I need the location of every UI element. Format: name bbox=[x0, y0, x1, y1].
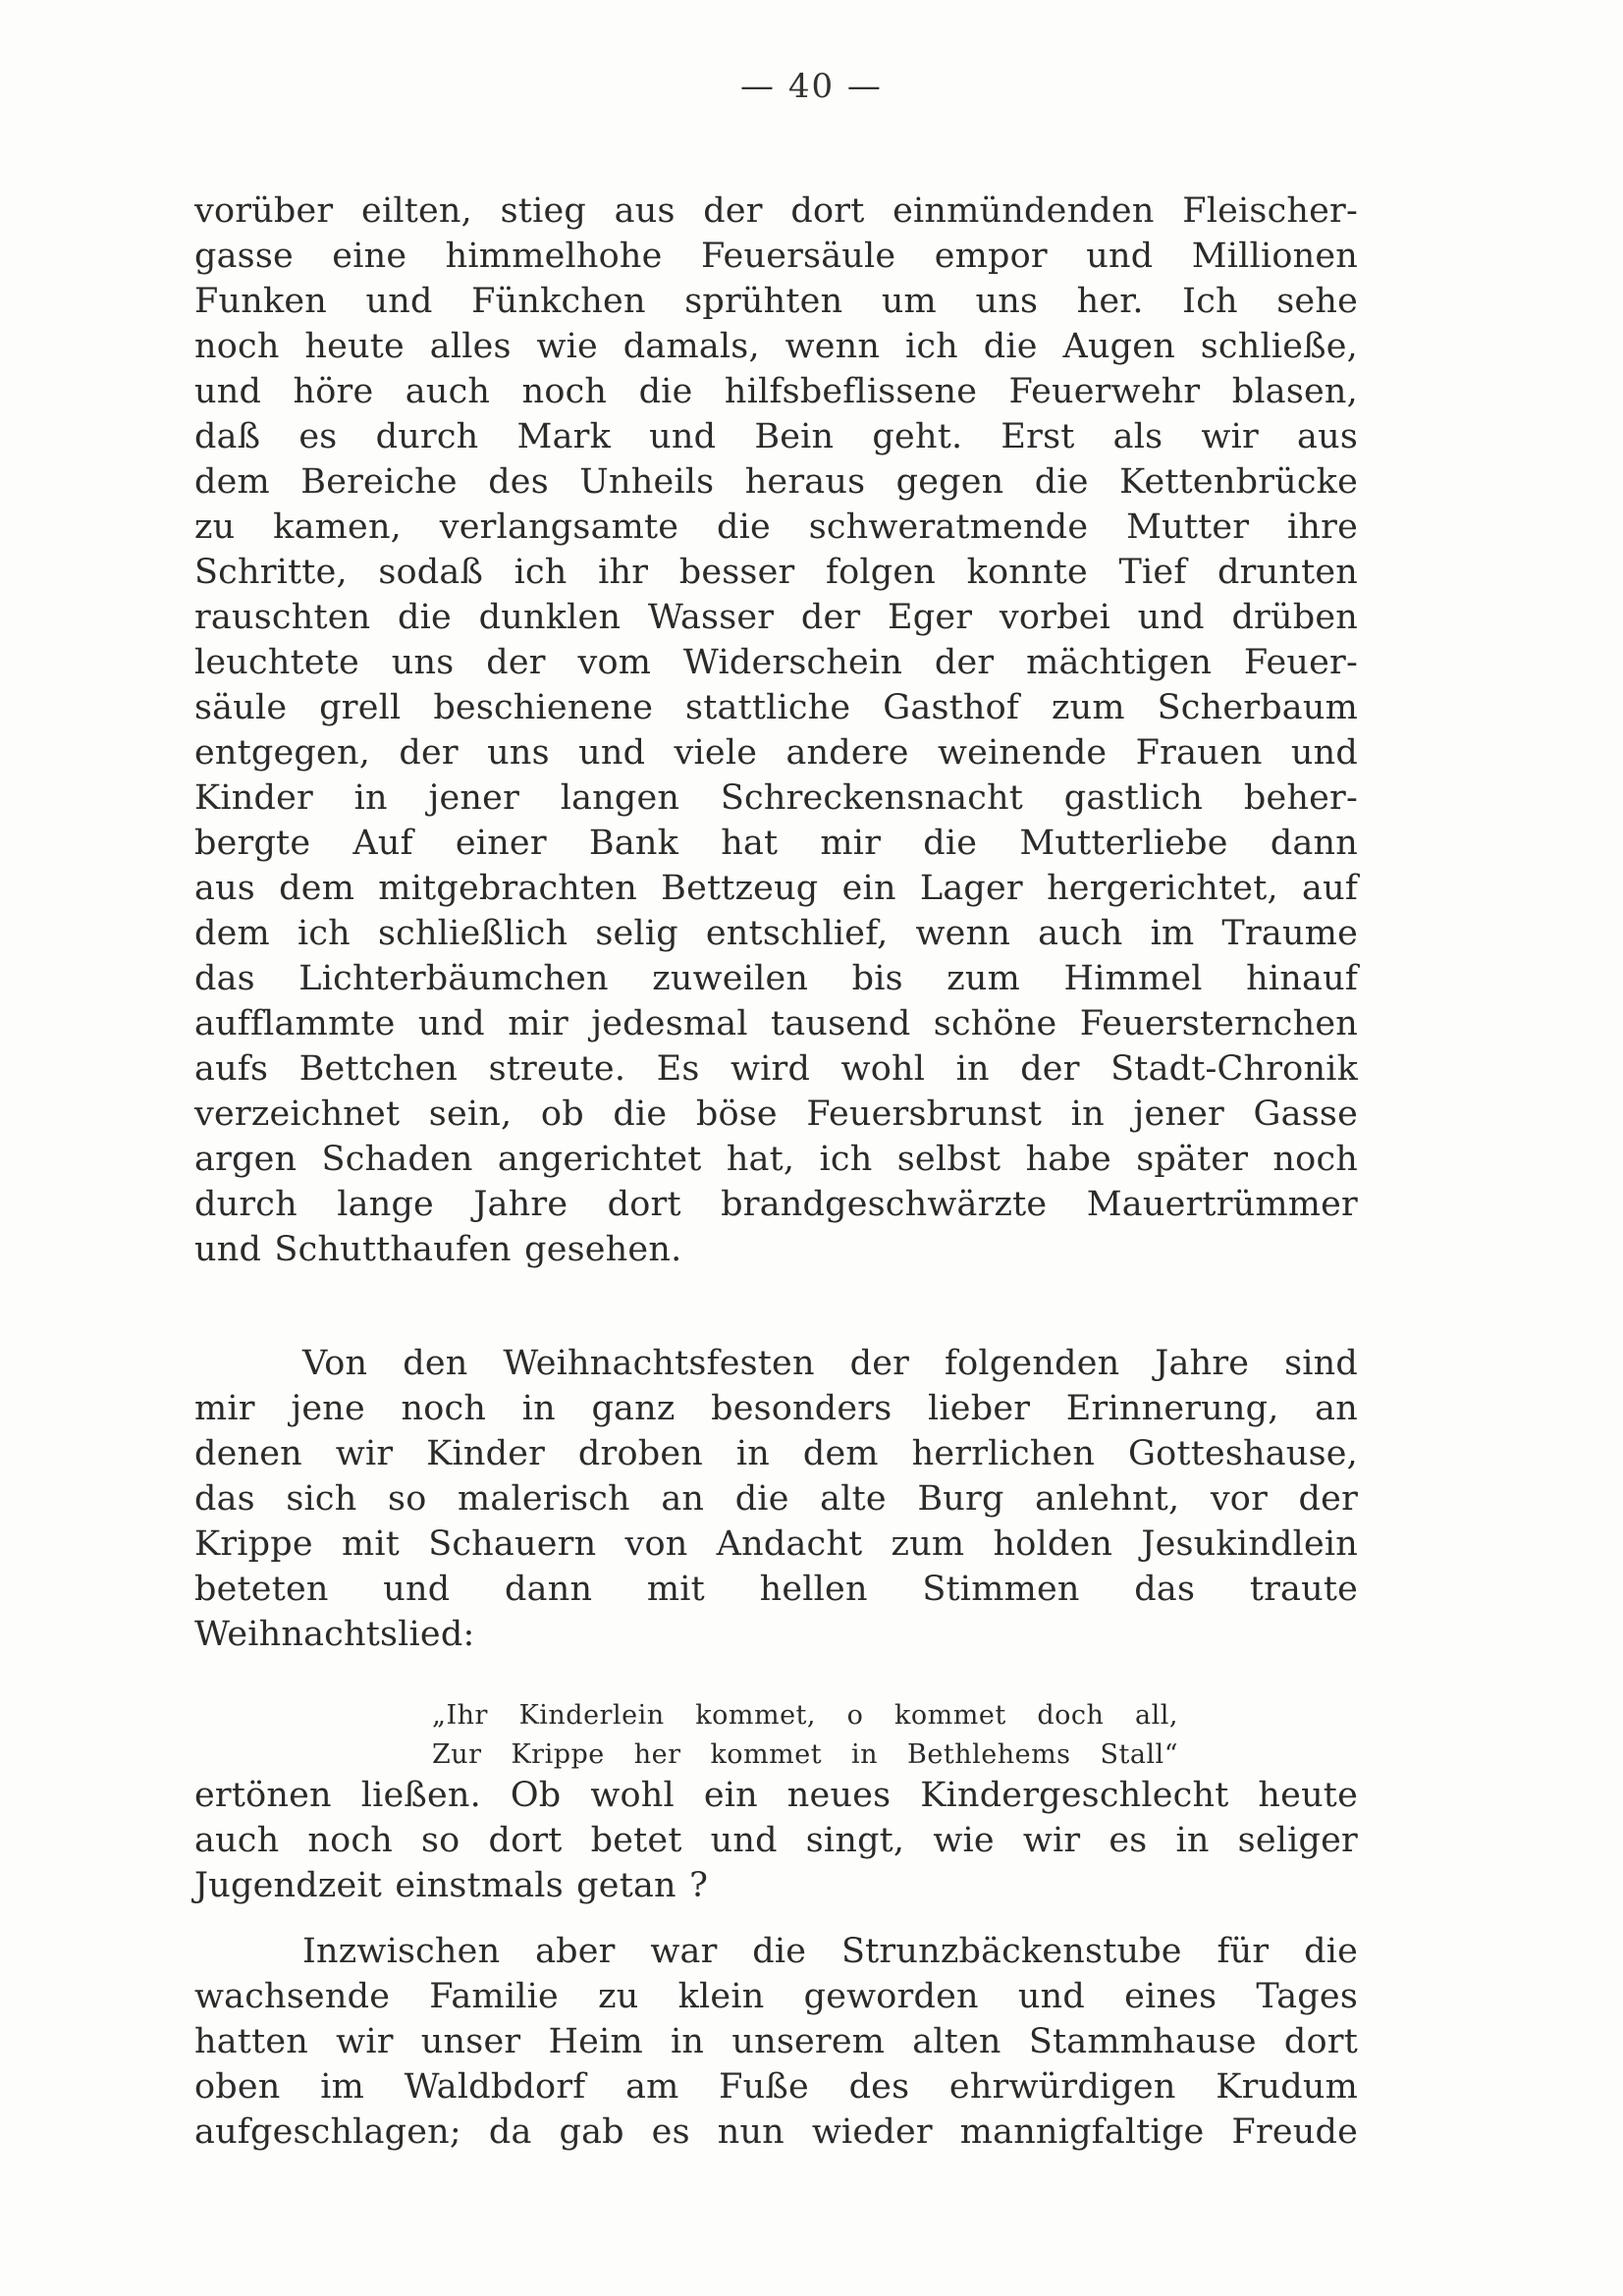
paragraph-christmas bbox=[194, 1341, 1358, 1657]
text-line: das sich so malerisch an die alte Burg anlehnt, vor der bbox=[194, 1479, 1358, 1519]
verse-line: Zur Krippe her kommet in Bethlehems Stall“ bbox=[432, 1739, 1178, 1770]
text-line: daß es durch Mark und Bein geht. Erst als wir aus bbox=[194, 417, 1358, 456]
text-line: säule grell beschienene stattliche Gasthof zum Scherbaum bbox=[194, 688, 1358, 727]
text-line: auch noch so dort betet und singt, wie wir es in seliger bbox=[194, 1821, 1358, 1860]
text-line: beteten und dann mit hellen Stimmen das traute bbox=[194, 1570, 1358, 1609]
text-line: ertönen ließen. Ob wohl ein neues Kindergeschlecht heute bbox=[194, 1776, 1358, 1815]
text-line: Funken und Fünkchen sprühten um uns her. Ich sehe bbox=[194, 282, 1358, 321]
text-line: Schritte, sodaß ich ihr besser folgen konnte Tief drunten bbox=[194, 553, 1358, 592]
paragraph-continuation-2 bbox=[194, 1773, 1358, 1908]
text-line: verzeichnet sein, ob die böse Feuersbrunst in jener Gasse bbox=[194, 1095, 1358, 1134]
text-line: aufgeschlagen; da gab es nun wieder mannigfaltige Freude bbox=[194, 2112, 1358, 2152]
text-line: leuchtete uns der vom Widerschein der mächtigen Feuer- bbox=[194, 643, 1358, 682]
text-line: Krippe mit Schauern von Andacht zum holden Jesukindlein bbox=[194, 1524, 1358, 1564]
paragraph-continuation bbox=[194, 188, 1358, 1272]
text-line: gasse eine himmelhohe Feuersäule empor und Millionen bbox=[194, 237, 1358, 276]
text-line: noch heute alles wie damals, wenn ich die Augen schließe, bbox=[194, 327, 1358, 366]
text-line: vorüber eilten, stieg aus der dort einmündenden Fleischer- bbox=[194, 191, 1358, 231]
text-line: dem Bereiche des Unheils heraus gegen die Kettenbrücke bbox=[194, 462, 1358, 502]
text-line: rauschten die dunklen Wasser der Eger vorbei und drüben bbox=[194, 598, 1358, 637]
text-line: aufflammte und mir jedesmal tausend schöne Feuersternchen bbox=[194, 1004, 1358, 1043]
text-line: Von den Weihnachtsfesten der folgenden Jahre sind bbox=[302, 1344, 1358, 1383]
text-line: denen wir Kinder droben in dem herrlichen Gotteshause, bbox=[194, 1434, 1358, 1473]
text-line: Jugendzeit einstmals getan ? bbox=[194, 1866, 709, 1905]
text-line: aus dem mitgebrachten Bettzeug ein Lager hergerichtet, auf bbox=[194, 869, 1358, 908]
verse-line: „Ihr Kinderlein kommet, o kommet doch all, bbox=[432, 1700, 1178, 1731]
text-line: durch lange Jahre dort brandgeschwärzte Mauertrümmer bbox=[194, 1185, 1358, 1224]
page-number: — 40 — bbox=[740, 67, 883, 106]
text-line: zu kamen, verlangsamte die schweratmende Mutter ihre bbox=[194, 507, 1358, 547]
text-line: Kinder in jener langen Schreckensnacht gastlich beher- bbox=[194, 778, 1358, 818]
text-line: und höre auch noch die hilfsbeflissene Feuerwehr blasen, bbox=[194, 372, 1358, 411]
text-line: entgegen, der uns und viele andere weinende Frauen und bbox=[194, 733, 1358, 773]
text-line: argen Schaden angerichtet hat, ich selbst habe später noch bbox=[194, 1140, 1358, 1179]
text-line: dem ich schließlich selig entschlief, wenn auch im Traume bbox=[194, 914, 1358, 953]
song-quote bbox=[432, 1696, 1178, 1775]
text-line: aufs Bettchen streute. Es wird wohl in der Stadt-Chronik bbox=[194, 1049, 1358, 1089]
text-line: wachsende Familie zu klein geworden und eines Tages bbox=[194, 1977, 1358, 2016]
text-line: bergte Auf einer Bank hat mir die Mutterliebe dann bbox=[194, 824, 1358, 863]
text-line: hatten wir unser Heim in unserem alten Stammhause dort bbox=[194, 2022, 1358, 2061]
text-line: das Lichterbäumchen zuweilen bis zum Himmel hinauf bbox=[194, 959, 1358, 998]
text-line: Weihnachtslied: bbox=[194, 1615, 475, 1654]
text-line: mir jene noch in ganz besonders lieber Erinnerung, an bbox=[194, 1389, 1358, 1428]
text-line: und Schutthaufen gesehen. bbox=[194, 1230, 682, 1269]
text-line: oben im Waldbdorf am Fuße des ehrwürdigen Krudum bbox=[194, 2067, 1358, 2107]
text-line: Inzwischen aber war die Strunzbäckenstube für die bbox=[302, 1932, 1358, 1971]
paragraph-new-home bbox=[194, 1929, 1358, 2155]
